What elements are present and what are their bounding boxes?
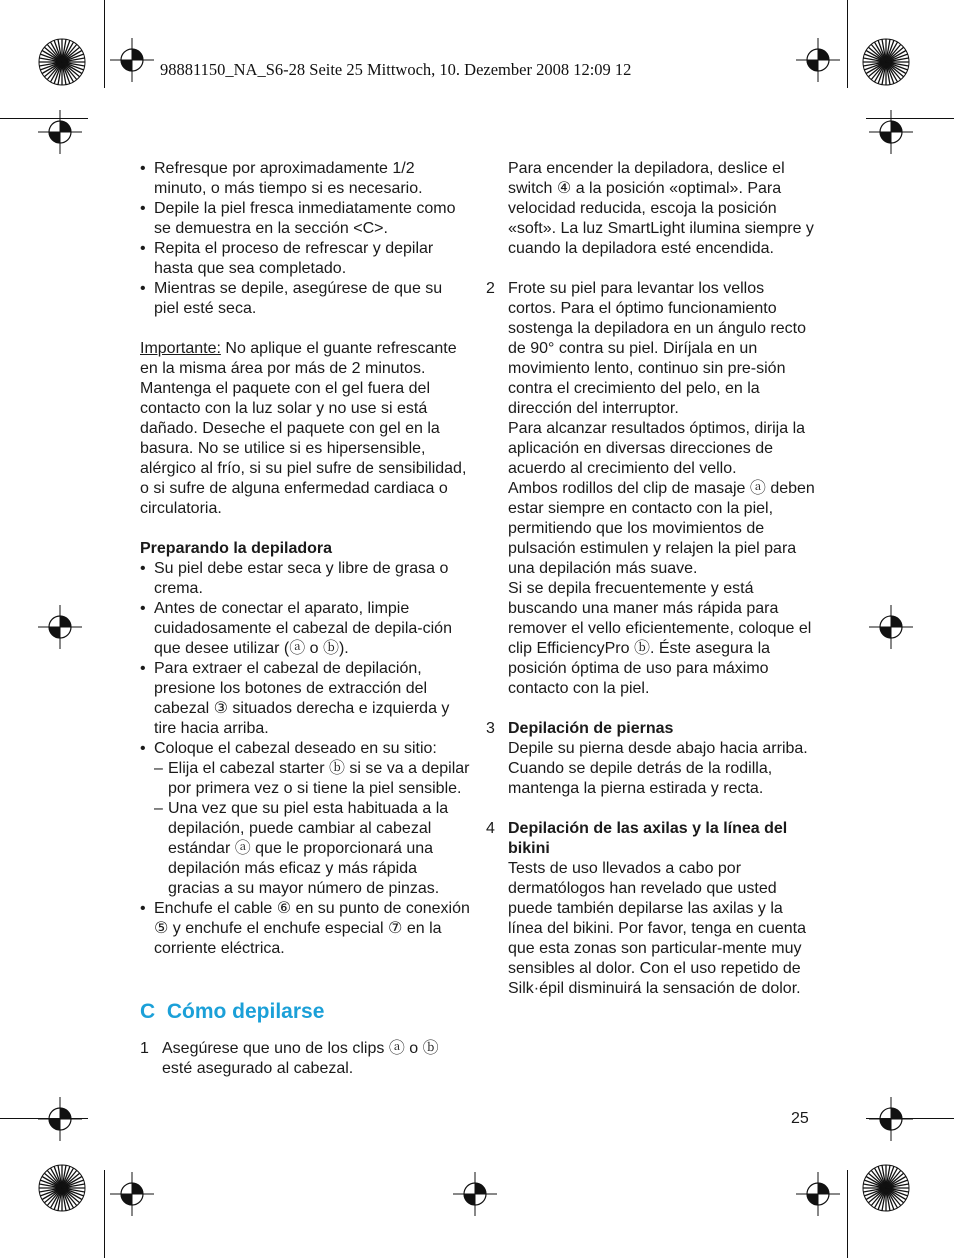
step-paragraph: Si se depila frecuentemente y está buscando una maner más rápida para remover el vello eficientemente, coloque el clip EfficiencyPro ⓑ. Éste asegura la posición óptima de uso para máximo contacto con la piel. [508, 580, 812, 697]
crosshair-registration-icon [869, 1097, 913, 1141]
starburst-registration-icon [862, 38, 910, 86]
left-column [140, 159, 470, 1079]
list-item: • Coloque el cabezal deseado en su sitio: [140, 739, 470, 759]
crosshair-registration-icon [110, 38, 154, 82]
important-label: Importante: [140, 340, 221, 357]
step-text: Asegúrese que uno de los clips ⓐ o ⓑ esté asegurado al cabezal. [162, 1040, 439, 1077]
list-item: • Refresque por aproximadamente 1/2 minuto, o más tiempo si es necesario. [140, 159, 470, 199]
step-paragraph: Depile su pierna desde abajo hacia arriba. Cuando se depile detrás de la rodilla, mantenga la pierna estirada y recta. [508, 740, 808, 797]
print-slug-header: 98881150_NA_S6-28 Seite 25 Mittwoch, 10. Dezember 2008 12:09 12 [160, 60, 632, 79]
starburst-registration-icon [38, 1164, 86, 1212]
page-number: 25 [791, 1110, 809, 1127]
step-text: Para encender la depiladora, deslice el switch ④ a la posición «optimal». Para velocidad reducida, escoja la posición «soft». La luz SmartLight ilumina siempre y cuando la depiladora esté encendida. [508, 160, 814, 257]
step-paragraph: Frote su piel para levantar los vellos cortos. Para el óptimo funcionamiento sostenga la depiladora en un ángulo recto de 90° contra su piel. Diríjala en un movimiento lento, continuo sin pre-sión contra el crecimiento del pelo, en la dirección del interruptor. [508, 280, 806, 417]
crosshair-registration-icon [38, 1097, 82, 1141]
crosshair-registration-icon [38, 110, 82, 154]
important-note [140, 339, 470, 519]
section-title: C Cómo depilarse [140, 1000, 325, 1023]
step-continuation [486, 159, 816, 259]
step-item [140, 1039, 470, 1079]
step-number: 1 [140, 1040, 149, 1057]
crosshair-registration-icon [869, 110, 913, 154]
crosshair-registration-icon [110, 1172, 154, 1216]
crosshair-registration-icon [38, 605, 82, 649]
step-heading: Depilación de las axilas y la línea del bikini [508, 820, 788, 857]
step-number: 3 [486, 720, 495, 737]
list-item: • Para extraer el cabezal de depilación, presione los botones de extracción del cabezal ③ situados derecha e izquierda y tire hacia arriba. [140, 659, 470, 739]
step-paragraph: Ambos rodillos del clip de masaje ⓐ deben estar siempre en contacto con la piel, permitiendo que los movimientos de pulsación estimulen y relajen la piel para una depilación más suave. [508, 480, 815, 577]
starburst-registration-icon [38, 38, 86, 86]
step-number: 2 [486, 280, 495, 297]
step-heading: Depilación de piernas [508, 720, 674, 737]
list-item: • Depile la piel fresca inmediatamente como se demuestra en la sección <C>. [140, 199, 470, 239]
list-item: • Antes de conectar el aparato, limpie cuidadosamente el cabezal de depila-ción que desee utilizar (ⓐ o ⓑ). [140, 599, 470, 659]
starburst-registration-icon [862, 1164, 910, 1212]
crosshair-registration-icon [453, 1172, 497, 1216]
step-paragraph: Para alcanzar resultados óptimos, dirija la aplicación en diversas direcciones de acuerdo al crecimiento del vello. [508, 420, 806, 477]
step-item [486, 819, 816, 999]
step-paragraph: Tests de uso llevados a cabo por dermatólogos han revelado que usted puede también depilarse las axilas y la línea del bikini. Por favor, tenga en cuenta que esta zonas son particular-mente muy sensibles al dolor. Con el uso repetido de Silk·épil disminuirá la sensación de dolor. [508, 860, 806, 997]
crosshair-registration-icon [869, 605, 913, 649]
list-item: • Enchufe el cable ⑥ en su punto de conexión ⑤ y enchufe el enchufe especial ⑦ en la corriente eléctrica. [140, 899, 470, 959]
sub-list-item: – Una vez que su piel esta habituada a la depilación, puede cambiar al cabezal estándar ⓐ que le proporcionará una depilación más eficaz y más rápida gracias a su mayor número de pinzas. [140, 799, 470, 899]
step-item [486, 279, 816, 699]
list-item: • Repita el proceso de refrescar y depilar hasta que sea completado. [140, 239, 470, 279]
crosshair-registration-icon [796, 38, 840, 82]
right-column [486, 159, 816, 999]
prep-heading: Preparando la depiladora [140, 540, 333, 557]
crosshair-registration-icon [796, 1172, 840, 1216]
list-item: • Su piel debe estar seca y libre de grasa o crema. [140, 559, 470, 599]
step-item [486, 719, 816, 799]
sub-list-item: – Elija el cabezal starter ⓑ si se va a depilar por primera vez o si tiene la piel sensible. [140, 759, 470, 799]
list-item: • Mientras se depile, asegúrese de que su piel esté seca. [140, 279, 470, 319]
important-text: No aplique el guante refrescante en la misma área por más de 2 minutos. Mantenga el paquete con el gel fuera del contacto con la luz solar y no use si está dañado. Deseche el paquete con gel en la basura. No se utilice si es hipersensible, alérgico al frío, si su piel sufre de sensibilidad, o si sufre de alguna enfermedad cardiaca o circulatoria. [140, 340, 467, 517]
step-number: 4 [486, 820, 495, 837]
